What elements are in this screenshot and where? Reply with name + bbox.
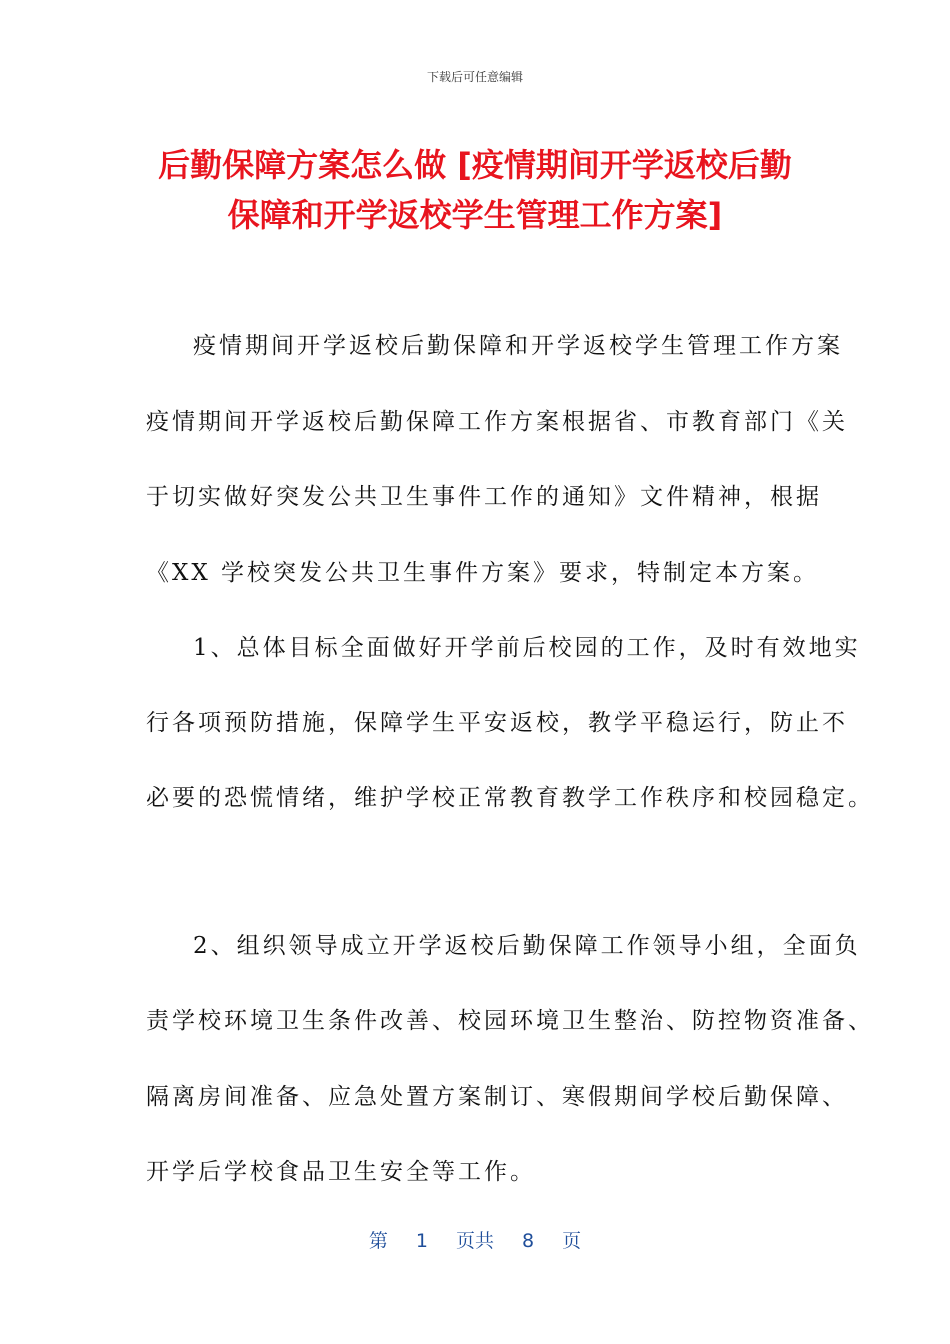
paragraph-line: 责学校环境卫生条件改善、校园环境卫生整治、防控物资准备、 bbox=[146, 1008, 874, 1034]
title-line-1: 后勤保障方案怎么做 [疫情期间开学返校后勤 bbox=[158, 146, 792, 184]
title-line-2: 保障和开学返校学生管理工作方案] bbox=[227, 196, 723, 234]
paragraph-line: 疫情期间开学返校后勤保障和开学返校学生管理工作方案 bbox=[193, 333, 843, 359]
paragraph-line: 《XX 学校突发公共卫生事件方案》要求，特制定本方案。 bbox=[146, 560, 820, 586]
document-title bbox=[140, 140, 810, 240]
paragraph-line: 必要的恐慌情绪，维护学校正常教育教学工作秩序和校园稳定。 bbox=[146, 785, 874, 811]
page-number-footer bbox=[0, 1226, 950, 1253]
page-middle: 页共 bbox=[455, 1230, 494, 1252]
paragraph-line: 隔离房间准备、应急处置方案制订、寒假期间学校后勤保障、 bbox=[146, 1084, 848, 1110]
page-suffix: 页 bbox=[562, 1230, 582, 1252]
paragraph-line: 疫情期间开学返校后勤保障工作方案根据省、市教育部门《关 bbox=[146, 409, 848, 435]
page-prefix: 第 bbox=[368, 1230, 388, 1252]
paragraph-line: 1、总体目标全面做好开学前后校园的工作，及时有效地实 bbox=[193, 635, 861, 661]
paragraph-line: 2、组织领导成立开学返校后勤保障工作领导小组，全面负 bbox=[193, 933, 861, 959]
paragraph-line: 行各项预防措施，保障学生平安返校，教学平稳运行，防止不 bbox=[146, 710, 848, 736]
page-total: 8 bbox=[522, 1230, 535, 1252]
header-note: 下载后可任意编辑 bbox=[426, 70, 523, 84]
paragraph-line: 开学后学校食品卫生安全等工作。 bbox=[146, 1159, 536, 1185]
page-current: 1 bbox=[415, 1230, 428, 1252]
paragraph-line: 于切实做好突发公共卫生事件工作的通知》文件精神，根据 bbox=[146, 484, 822, 510]
